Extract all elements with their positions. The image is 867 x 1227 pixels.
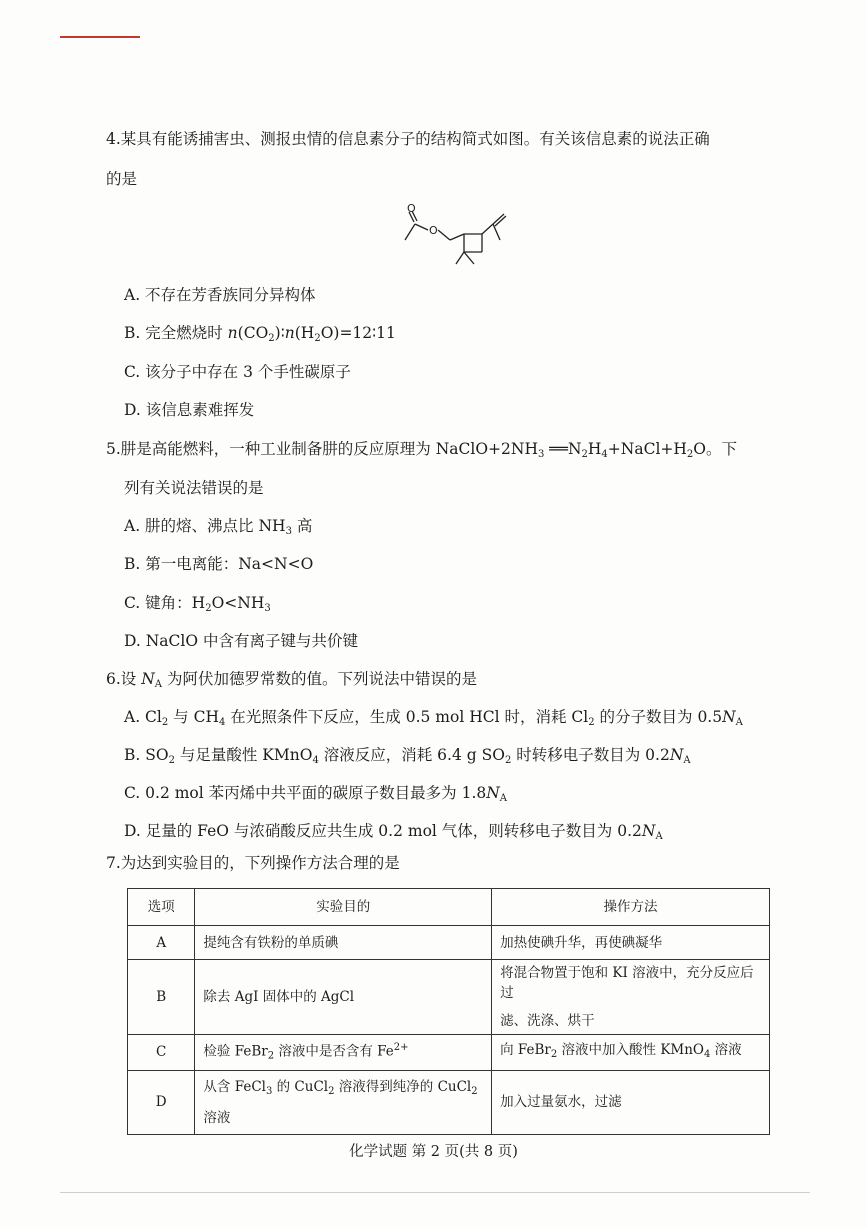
row-c-purpose: 检验 FeBr$_2$ 溶液中是否含有 $Fe^{2+}$ bbox=[195, 1035, 492, 1071]
table-row bbox=[128, 960, 770, 1035]
row-a-method: 加热使碘升华，再使碘凝华 bbox=[492, 926, 770, 960]
row-b-purpose: 除去 AgI 固体中的 AgCl bbox=[195, 960, 492, 1035]
q4-stem-line2: 的是 bbox=[106, 170, 138, 188]
figure-atom-o2: O bbox=[429, 224, 438, 237]
q4-option-a: A. 不存在芳香族同分异构体 bbox=[124, 286, 316, 304]
q5-option-c: C. 键角：$H_2O<NH_3$ bbox=[124, 594, 271, 614]
table-row bbox=[128, 926, 770, 960]
q7-stem: 7.为达到实验目的，下列操作方法合理的是 bbox=[106, 854, 400, 872]
q5-option-a: A. 肼的熔、沸点比 $NH_3$ 高 bbox=[124, 517, 313, 537]
header-option: 选项 bbox=[128, 889, 195, 926]
row-a-option: A bbox=[128, 926, 195, 960]
bottom-rule bbox=[60, 1192, 810, 1193]
q6-option-b: B. $SO_2$ 与足量酸性 KMnO$_4$ 溶液反应，消耗 6.4 g $SO_2$ 时转移电子数目为 $0.2N_A$ bbox=[124, 746, 691, 766]
q6-option-c: C. 0.2 mol 苯丙烯中共平面的碳原子数目最多为 $1.8N_A$ bbox=[124, 784, 508, 804]
row-b-option: B bbox=[128, 960, 195, 1035]
q4-stem-line1: 4.某具有能诱捕害虫、测报虫情的信息素分子的结构简式如图。有关该信息素的说法正确 bbox=[106, 130, 710, 148]
table-row bbox=[128, 1070, 770, 1134]
header-purpose: 实验目的 bbox=[195, 889, 492, 926]
q5-option-d: D. NaClO 中含有离子键与共价键 bbox=[124, 632, 358, 650]
row-d-purpose: 从含 FeCl$_3$ 的 CuCl$_2$ 溶液得到纯净的 CuCl$_2$ 溶液 bbox=[195, 1070, 492, 1134]
figure-atom-o1: O bbox=[407, 202, 416, 215]
q5-stem-line1: 5.肼是高能燃料，一种工业制备肼的反应原理为 $NaClO+2NH_3$ $══N_2H_4+NaCl+H_2O$。下 bbox=[106, 440, 738, 460]
table-row bbox=[128, 1035, 770, 1071]
table-header-row bbox=[128, 889, 770, 926]
structure-formula-figure bbox=[400, 200, 520, 266]
q5-stem-line2: 列有关说法错误的是 bbox=[124, 479, 264, 497]
row-c-option: C bbox=[128, 1035, 195, 1071]
row-d-option: D bbox=[128, 1070, 195, 1134]
q4-option-d: D. 该信息素难挥发 bbox=[124, 401, 255, 419]
q6-stem: 6.设 $N_A$ 为阿伏加德罗常数的值。下列说法中错误的是 bbox=[106, 670, 477, 690]
row-a-purpose: 提纯含有铁粉的单质碘 bbox=[195, 926, 492, 960]
row-b-method: 将混合物置于饱和 KI 溶液中，充分反应后过 滤、洗涤、烘干 bbox=[492, 960, 770, 1035]
page-footer: 化学试题 第 2 页(共 8 页) bbox=[349, 1144, 518, 1160]
q4-option-b: B. 完全燃烧时 $n(CO_2)∶n(H_2O)=12∶11$ bbox=[124, 324, 396, 344]
q5-option-b: B. 第一电离能：Na<N<O bbox=[124, 555, 314, 573]
experiment-table bbox=[127, 888, 770, 1135]
header-method: 操作方法 bbox=[492, 889, 770, 926]
top-rule bbox=[60, 36, 140, 38]
q6-option-a: A. $Cl_2$ 与 $CH_4$ 在光照条件下反应，生成 0.5 mol HCl 时，消耗 $Cl_2$ 的分子数目为 $0.5N_A$ bbox=[124, 708, 743, 728]
q4-option-c: C. 该分子中存在 3 个手性碳原子 bbox=[124, 363, 351, 381]
row-c-method: 向 FeBr$_2$ 溶液中加入酸性 KMnO$_4$ 溶液 bbox=[492, 1035, 770, 1071]
q6-option-d: D. 足量的 FeO 与浓硝酸反应共生成 0.2 mol 气体，则转移电子数目为 $0.2N_A$ bbox=[124, 822, 663, 842]
row-d-method: 加入过量氨水，过滤 bbox=[492, 1070, 770, 1134]
